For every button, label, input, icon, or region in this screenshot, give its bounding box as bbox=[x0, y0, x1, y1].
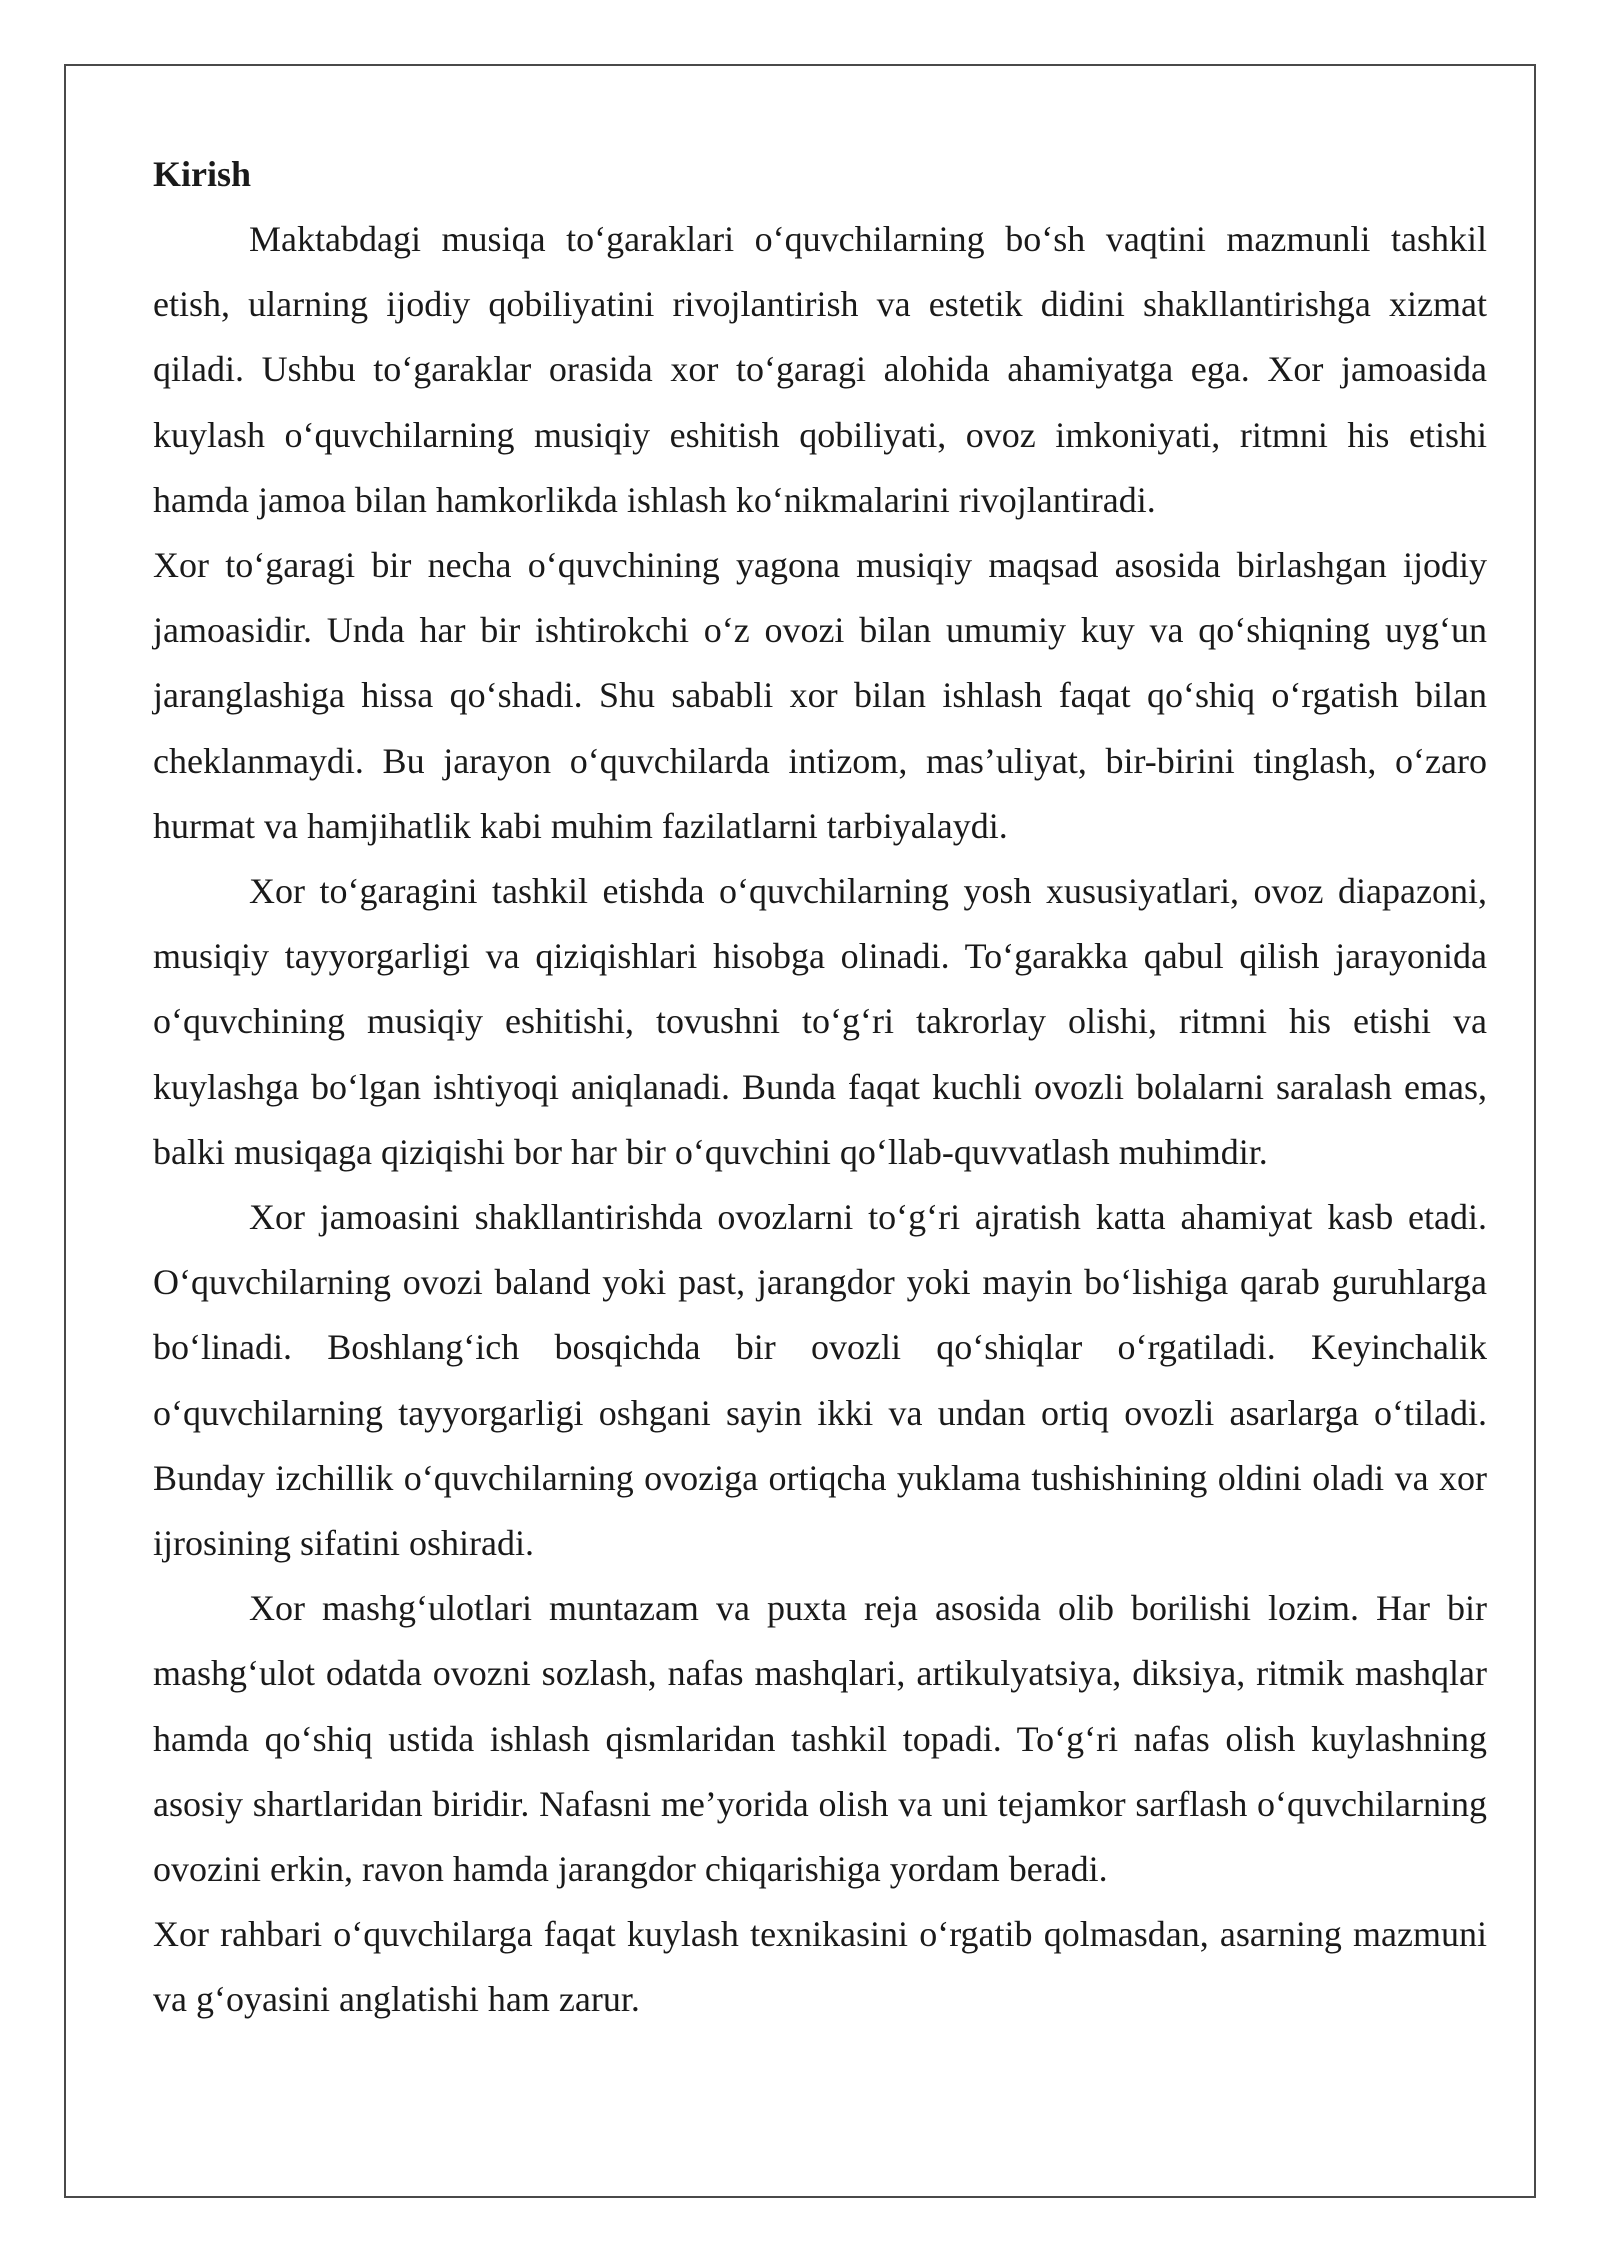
paragraph-4: Xor jamoasini shakllantirishda ovozlarni to‘g‘ri ajratish katta ahamiyat kasb etadi. O‘quvchilarning ovozi baland yoki past, jarangdor yoki mayin bo‘lishiga qarab guruhlarga bo‘linadi. Boshlang‘ich bosqichda bir ovozli qo‘shiqlar o‘rgatiladi. Keyinchalik o‘quvchilarning tayyorgarligi oshgani sayin ikki va undan ortiq ovozli asarlarga o‘tiladi. Bunday izchillik o‘quvchilarning ovoziga ortiqcha yuklama tushishining oldini oladi va xor ijrosining sifatini oshiradi. bbox=[153, 1197, 1487, 1564]
paragraph-1: Maktabdagi musiqa to‘garaklari o‘quvchilarning bo‘sh vaqtini mazmunli tashkil etish, ularning ijodiy qobiliyatini rivojlantirish va estetik didini shakllantirishga xizmat qiladi. Ushbu to‘garaklar orasida xor to‘garagi alohida ahamiyatga ega. Xor jamoasida kuylash o‘quvchilarning musiqiy eshitish qobiliyati, ovoz imkoniyati, ritmni his etishi hamda jamoa bilan hamkorlikda ishlash ko‘nikmalarini rivojlantiradi. bbox=[153, 219, 1487, 520]
paragraph-6: Xor rahbari o‘quvchilarga faqat kuylash texnikasini o‘rgatib qolmasdan, asarning mazmuni va g‘oyasini anglatishi ham zarur. bbox=[153, 1914, 1487, 2020]
paragraph-2: Xor to‘garagi bir necha o‘quvchining yagona musiqiy maqsad asosida birlashgan ijodiy jamoasidir. Unda har bir ishtirokchi o‘z ovozi bilan umumiy kuy va qo‘shiqning uyg‘un jaranglashiga hissa qo‘shadi. Shu sababli xor bilan ishlash faqat qo‘shiq o‘rgatish bilan cheklanmaydi. Bu jarayon o‘quvchilarda intizom, mas’uliyat, bir-birini tinglash, o‘zaro hurmat va hamjihatlik kabi muhim fazilatlarni tarbiyalaydi. bbox=[153, 545, 1487, 846]
document-body bbox=[153, 142, 1487, 2033]
paragraph-3: Xor to‘garagini tashkil etishda o‘quvchilarning yosh xususiyatlari, ovoz diapazoni, musiqiy tayyorgarligi va qiziqishlari hisobga olinadi. To‘garakka qabul qilish jarayonida o‘quvchining musiqiy eshitishi, tovushni to‘g‘ri takrorlay olishi, ritmni his etishi va kuylashga bo‘lgan ishtiyoqi aniqlanadi. Bunda faqat kuchli ovozli bolalarni saralash emas, balki musiqaga qiziqishi bor har bir o‘quvchini qo‘llab-quvvatlash muhimdir. bbox=[153, 871, 1487, 1172]
paragraph-5: Xor mashg‘ulotlari muntazam va puxta reja asosida olib borilishi lozim. Har bir mashg‘ulot odatda ovozni sozlash, nafas mashqlari, artikulyatsiya, diksiya, ritmik mashqlar hamda qo‘shiq ustida ishlash qismlaridan tashkil topadi. To‘g‘ri nafas olish kuylashning asosiy shartlaridan biridir. Nafasni me’yorida olish va uni tejamkor sarflash o‘quvchilarning ovozini erkin, ravon hamda jarangdor chiqarishiga yordam beradi. bbox=[153, 1588, 1487, 1890]
section-heading: Kirish bbox=[153, 154, 252, 194]
